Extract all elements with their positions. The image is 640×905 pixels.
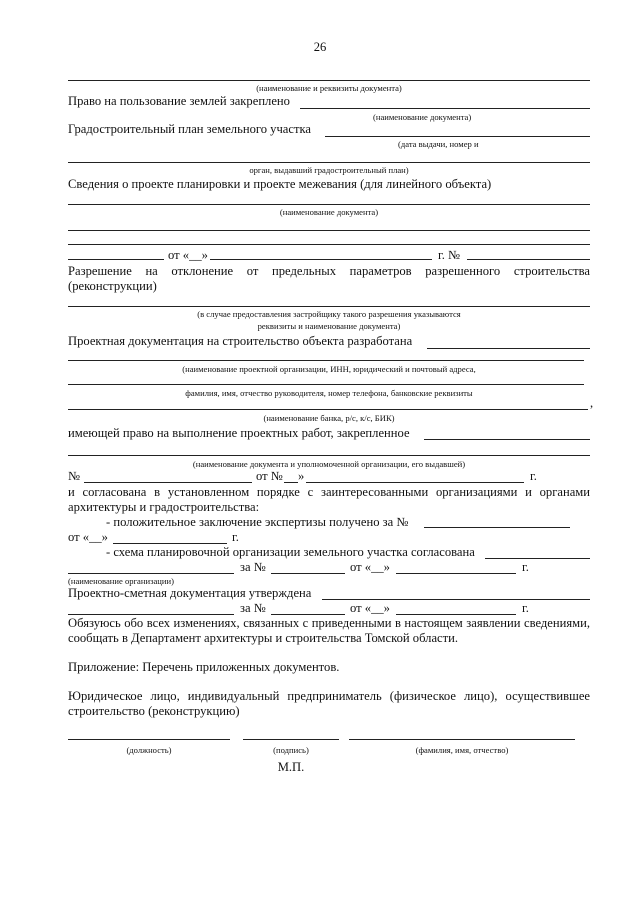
- estimate-number-line[interactable]: [271, 614, 345, 615]
- planning-project-line[interactable]: [68, 204, 590, 205]
- page-number: 26: [313, 40, 327, 54]
- caption-design-org-1: (наименование проектной организации, ИНН, юридический и почтовый адреса,: [182, 364, 476, 374]
- caption-issuing-body: орган, выдавший градостроительный план): [249, 165, 409, 175]
- planning-project-line-3[interactable]: [68, 244, 590, 245]
- land-right-label: Право на пользование землей закреплено: [68, 94, 290, 108]
- year-label: г.: [530, 469, 537, 483]
- licensed-line[interactable]: [424, 439, 590, 440]
- position-line[interactable]: [68, 739, 230, 740]
- caption-signature: (подпись): [273, 745, 309, 755]
- planning-project-label: Сведения о проекте планировки и проекте межевания (для линейного объекта): [68, 177, 492, 191]
- caption-position: (должность): [126, 745, 172, 755]
- signature-line[interactable]: [243, 739, 339, 740]
- project-docs-label: Проектная документация на строительство объекта разработана: [68, 334, 413, 348]
- scheme-number-line[interactable]: [271, 573, 345, 574]
- estimate-from-label: от «__»: [350, 601, 390, 615]
- urban-plan-line[interactable]: [325, 136, 590, 137]
- planning-project-line-2[interactable]: [68, 230, 590, 231]
- document-line[interactable]: [68, 80, 590, 81]
- estimate-for-number-label: за №: [240, 601, 266, 615]
- estimate-org-line[interactable]: [68, 614, 234, 615]
- deviation-text-line-2: (реконструкции): [68, 279, 157, 293]
- project-docs-line[interactable]: [427, 348, 590, 349]
- deviation-line[interactable]: [68, 306, 590, 307]
- entity-line-1: Юридическое лицо, индивидуальный предприниматель (физическое лицо), осуществившее: [68, 689, 590, 703]
- caption-doc-name-2: (наименование документа): [279, 207, 379, 217]
- doc-number-line[interactable]: [467, 259, 590, 260]
- expertise-label: - положительное заключение экспертизы получено за №: [106, 515, 409, 529]
- caption-authorizing-doc: (наименование документа и уполномоченной организации, его выдавшей): [192, 459, 466, 469]
- from-number-label: от №: [256, 469, 283, 483]
- attachment-label: Приложение: Перечень приложенных документов.: [68, 660, 340, 674]
- estimate-line[interactable]: [322, 599, 590, 600]
- auth-number-line[interactable]: [84, 482, 252, 483]
- auth-date-day-line[interactable]: [284, 482, 298, 483]
- scheme-line[interactable]: [485, 558, 590, 559]
- design-org-line-2[interactable]: [68, 384, 584, 385]
- scheme-label: - схема планировочной организации земельного участка согласована: [106, 545, 475, 559]
- scheme-date-line[interactable]: [396, 573, 516, 574]
- scheme-year-label: г.: [522, 560, 529, 574]
- bank-details-line[interactable]: [68, 409, 588, 410]
- deviation-text-line-1: Разрешение на отклонение от предельных параметров разрешенного строительства: [68, 264, 590, 278]
- caption-deviation-2: реквизиты и наименование документа): [257, 321, 401, 331]
- licensed-label: имеющей право на выполнение проектных работ, закрепленное: [68, 426, 410, 440]
- scheme-for-number-label: за №: [240, 560, 266, 574]
- full-name-line[interactable]: [349, 739, 575, 740]
- issuing-body-line[interactable]: [68, 162, 590, 163]
- land-right-line[interactable]: [300, 108, 590, 109]
- expertise-date-line[interactable]: [113, 543, 227, 544]
- quote-close: »: [298, 469, 305, 483]
- urban-plan-label: Градостроительный план земельного участка: [68, 122, 312, 136]
- caption-bank: (наименование банка, р/с, к/с, БИК): [263, 413, 395, 423]
- caption-org-name: (наименование организации): [68, 576, 174, 586]
- caption-design-org-2: фамилия, имя, отчество руководителя, номер телефона, банковские реквизиты: [185, 388, 473, 398]
- agreed-text-line-1: и согласована в установленном порядке с заинтересованными организациями и органами: [68, 485, 590, 499]
- scheme-from-label: от «__»: [350, 560, 390, 574]
- pledge-line-2: сообщать в Департамент архитектуры и строительства Томской области.: [68, 631, 459, 645]
- date-line[interactable]: [210, 259, 432, 260]
- estimate-label: Проектно-сметная документация утверждена: [68, 586, 312, 600]
- auth-date-line[interactable]: [306, 482, 524, 483]
- agreed-text-line-2: архитектуры и градостроительства:: [68, 500, 260, 514]
- caption-issue-date-number: (дата выдачи, номер и: [398, 139, 479, 149]
- expertise-from-label: от «__»: [68, 530, 108, 544]
- number-line[interactable]: [68, 259, 164, 260]
- year-number-label: г. №: [438, 248, 461, 262]
- expertise-number-line[interactable]: [424, 527, 570, 528]
- number-sign: №: [68, 469, 81, 483]
- stamp-place: М.П.: [277, 760, 305, 774]
- design-org-line[interactable]: [68, 360, 584, 361]
- entity-line-2: строительство (реконструкцию): [68, 704, 240, 718]
- from-date-label: от «__»: [168, 248, 208, 262]
- expertise-year-label: г.: [232, 530, 239, 544]
- estimate-date-line[interactable]: [396, 614, 516, 615]
- authorizing-doc-line[interactable]: [68, 455, 590, 456]
- caption-doc-name: (наименование документа): [373, 112, 472, 122]
- caption-deviation-1: (в случае предоставления застройщику такого разрешения указываются: [197, 309, 461, 319]
- caption-doc-name-details: (наименование и реквизиты документа): [256, 83, 402, 93]
- comma: ,: [590, 396, 594, 410]
- caption-full-name: (фамилия, имя, отчество): [415, 745, 509, 755]
- scheme-org-line[interactable]: [68, 573, 234, 574]
- estimate-year-label: г.: [522, 601, 529, 615]
- pledge-line-1: Обязуюсь обо всех изменениях, связанных с приведенными в настоящем заявлении сведениями,: [68, 616, 590, 630]
